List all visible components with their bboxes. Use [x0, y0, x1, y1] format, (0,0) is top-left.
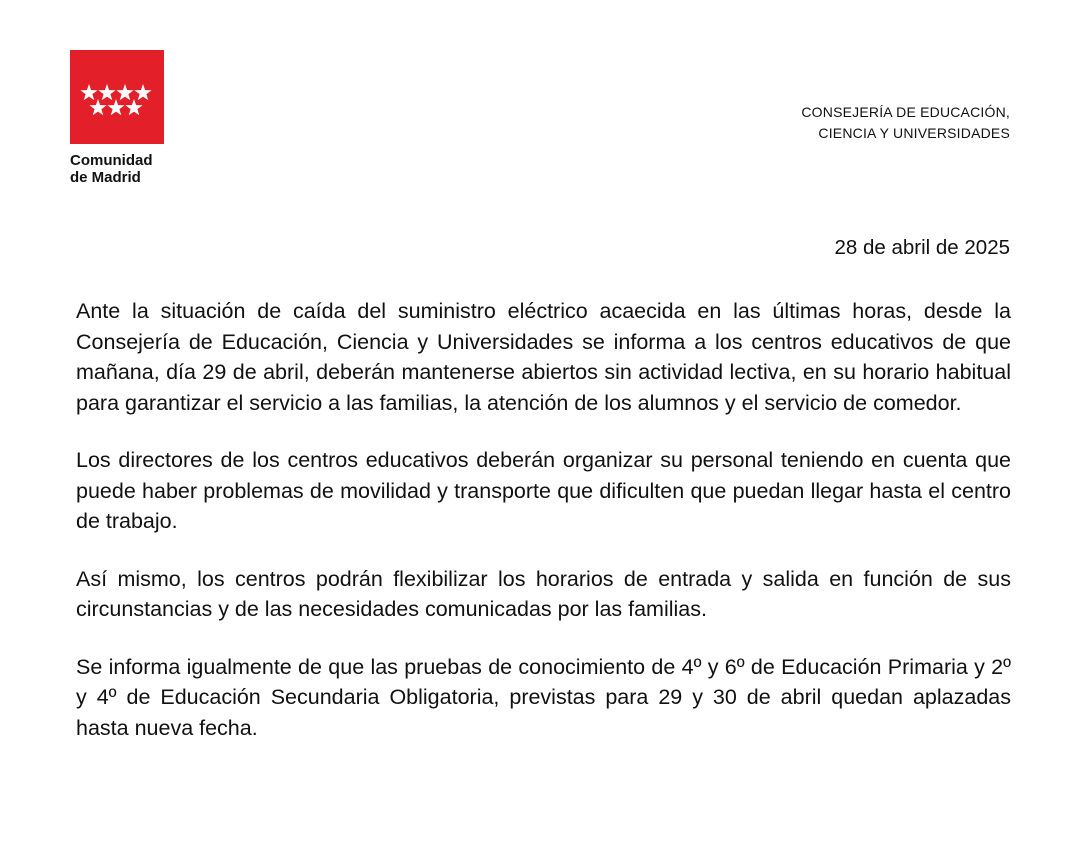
logo-line-1: Comunidad — [70, 152, 153, 169]
paragraph-3: Así mismo, los centros podrán flexibilizar los horarios de entrada y salida en función de sus circunstancias y de las necesidades comunicadas por las familias. — [76, 566, 1011, 621]
logo-red-square — [70, 50, 164, 144]
document-body — [76, 296, 1011, 770]
star-icon — [125, 99, 142, 115]
star-icon — [89, 99, 106, 115]
document-date: 28 de abril de 2025 — [834, 236, 1010, 259]
department-line-1: CONSEJERÍA DE EDUCACIÓN, — [801, 104, 1010, 120]
paragraph-1: Ante la situación de caída del suministro eléctrico acaecida en las últimas horas, desde la Consejería de Educación, Ciencia y Universidades se informa a los centros educativos de que mañana, día 29 de abril, deberán mantenerse abiertos sin actividad lectiva, en su horario habitual para garantizar el servicio a las familias, la atención de los alumnos y el servicio de comedor. — [76, 299, 1011, 415]
logo-stars — [70, 50, 164, 144]
department-line-2: CIENCIA Y UNIVERSIDADES — [818, 125, 1010, 141]
department-heading — [801, 102, 1010, 144]
logo-wordmark — [70, 152, 170, 186]
paragraph-2: Los directores de los centros educativos deberán organizar su personal teniendo en cuenta que puede haber problemas de movilidad y transporte que dificulten que puedan llegar hasta el centro de trabajo. — [76, 448, 1011, 533]
comunidad-de-madrid-logo — [70, 50, 170, 186]
star-icon — [134, 84, 151, 100]
star-icon — [80, 84, 97, 100]
star-icon — [98, 84, 115, 100]
logo-line-2: de Madrid — [70, 169, 141, 186]
star-icon — [107, 99, 124, 115]
paragraph-4: Se informa igualmente de que las pruebas de conocimiento de 4º y 6º de Educación Primaria y 2º y 4º de Educación Secundaria Obligatoria, previstas para 29 y 30 de abril quedan aplazadas hasta nueva fecha. — [76, 654, 1011, 740]
star-icon — [116, 84, 133, 100]
